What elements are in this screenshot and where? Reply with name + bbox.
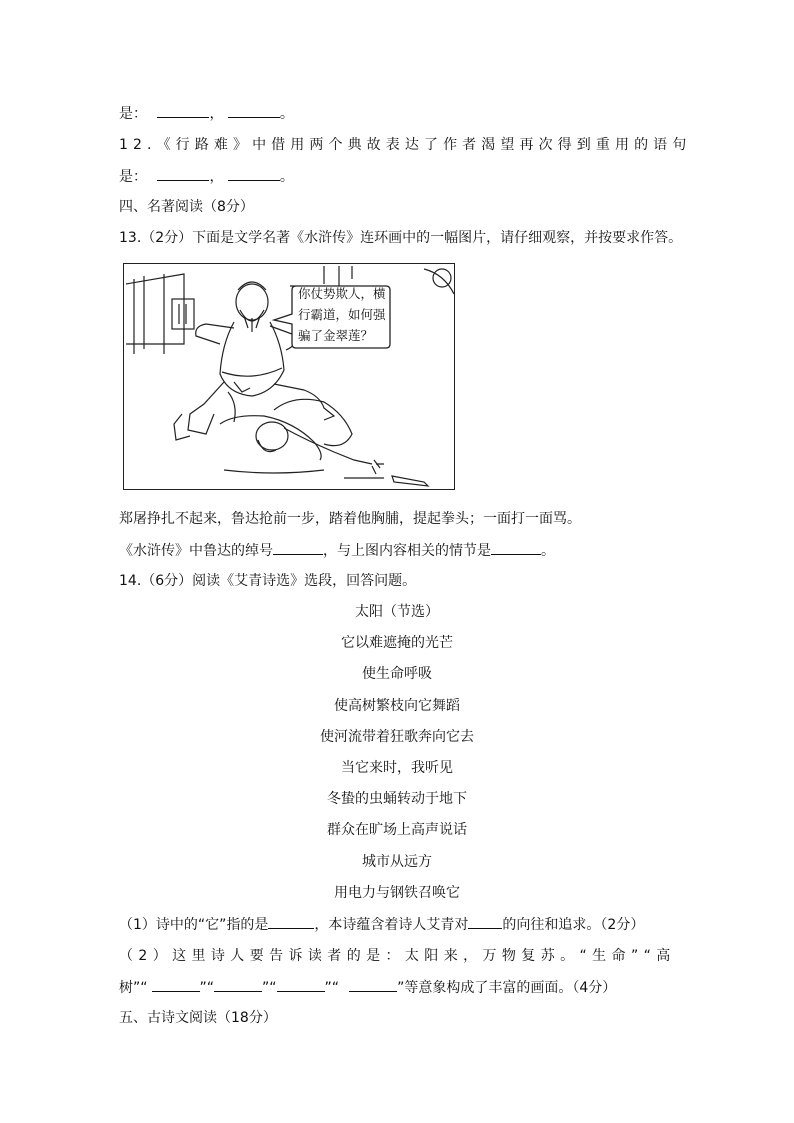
- answer-blank[interactable]: [349, 977, 397, 992]
- answer-blank-plot[interactable]: [491, 540, 541, 555]
- speech-bubble-text: 你仗势欺人，横行霸道，如何强骗了金翠莲？: [298, 286, 386, 343]
- poem-line: 冬蛰的虫蛹转动于地下: [327, 791, 467, 807]
- poem-line: 使河流带着狂歌奔向它去: [320, 729, 474, 745]
- poem-line: 使生命呼吸: [362, 666, 432, 682]
- prompt-text: ”“: [324, 980, 340, 996]
- answer-blank[interactable]: [157, 103, 209, 118]
- answer-blank-nickname[interactable]: [273, 540, 323, 555]
- question-12: [119, 135, 691, 155]
- section-heading-4: 四、名著阅读（8分）: [119, 199, 254, 215]
- answer-blank[interactable]: [228, 166, 280, 181]
- answer-blank[interactable]: [157, 166, 209, 181]
- question-12-answer-line: [119, 166, 294, 187]
- answer-prefix: 是：: [119, 106, 147, 122]
- question-14-2: [119, 946, 676, 966]
- answer-blank[interactable]: [214, 977, 262, 992]
- prompt-text: ，与上图内容相关的情节是: [323, 543, 491, 559]
- period: 。: [279, 169, 294, 185]
- question-13: 13.（2分）下面是文学名著《水浒传》连环画中的一幅图片，请仔细观察，并按要求作答。: [119, 230, 683, 246]
- prompt-text: ”“: [199, 980, 215, 996]
- answer-blank[interactable]: [277, 977, 325, 992]
- comic-caption: 郑屠挣扎不起来，鲁达抢前一步，踏着他胸脯，提起拳头；一面打一面骂。: [119, 511, 581, 527]
- answer-blank[interactable]: [468, 914, 502, 929]
- answer-prefix: 是：: [119, 169, 147, 185]
- poem-line: 城市从远方: [362, 854, 432, 870]
- separator: ，: [209, 106, 224, 122]
- poem-line: 它以难遮掩的光芒: [341, 635, 453, 651]
- prompt-text: ”等意象构成了丰富的画面。（4分）: [397, 980, 617, 996]
- poem-title: 太阳（节选）: [355, 604, 439, 620]
- question-13-prompt: [119, 540, 555, 561]
- prompt-text: （2）这里诗人要告诉读者的是：太阳来，万物复苏。“生命”“高: [119, 948, 676, 964]
- prompt-text: （1）诗中的“它”指的是: [119, 917, 269, 933]
- comic-illustration: [123, 263, 455, 490]
- comic-drawing: [124, 264, 455, 490]
- answer-blank[interactable]: [268, 914, 314, 929]
- prompt-text: 的向往和追求。（2分）: [502, 917, 645, 933]
- poem-line: 用电力与钢铁召唤它: [334, 885, 460, 901]
- prompt-text: 《水浒传》中鲁达的绰号: [119, 543, 273, 559]
- poem-line: 群众在旷场上高声说话: [327, 822, 467, 838]
- question-14-2-line2: [119, 977, 616, 998]
- period: 。: [541, 543, 555, 559]
- poem-line: 使高树繁枝向它舞蹈: [334, 698, 460, 714]
- prompt-text: 树”“: [119, 980, 148, 996]
- poem-line: 当它来时，我听见: [341, 760, 453, 776]
- prompt-text: ，本诗蕴含着诗人艾青对: [314, 917, 469, 933]
- section-heading-5: 五、古诗文阅读（18分）: [119, 1010, 277, 1026]
- question-12-text: 12.《行路难》中借用两个典故表达了作者渴望再次得到重用的语句: [119, 137, 692, 153]
- question-14-1: [119, 914, 644, 935]
- answer-line-11: [119, 103, 294, 124]
- question-14: 14.（6分）阅读《艾青诗选》选段，回答问题。: [119, 573, 417, 589]
- period: 。: [279, 106, 294, 122]
- separator: ，: [209, 169, 224, 185]
- prompt-text: ”“: [262, 980, 277, 996]
- answer-blank[interactable]: [152, 977, 200, 992]
- answer-blank[interactable]: [228, 103, 280, 118]
